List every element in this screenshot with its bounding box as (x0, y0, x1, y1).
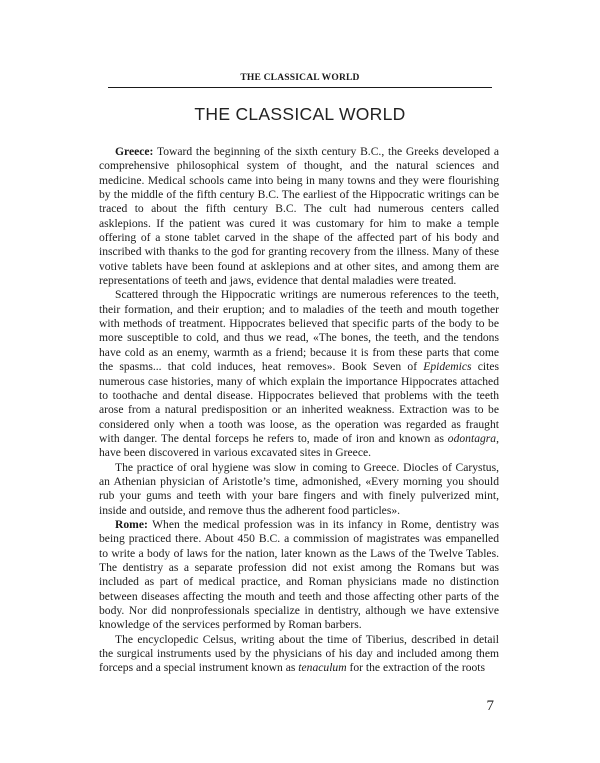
paragraph-text: Toward the beginning of the sixth century B.C., the Greeks developed a comprehensive philosophical system of thought, and the natural sciences and medicine. Medical schools came into being in many towns and they were flourishing by the middle of the fifth century B.C. The earliest of the Hippocratic writings can be traced to about the fifth century B.C. The cult had numerous centers called asklepions. If the patient was cured it was customary for him to make a temple offering of a stone tablet carved in the shape of the affected part of his body and inscribed with thanks to the god for granting recovery from the illness. Many of these votive tablets have been found at asklepions and at other sites, and among them are representations of teeth and jaws, evidence that dental maladies were treated. (99, 145, 499, 288)
header-rule (108, 87, 492, 88)
paragraph-text: for the extraction of the roots (346, 661, 486, 675)
section-lead-greece: Greece: (115, 145, 154, 158)
italic-term: Epidemics (423, 360, 472, 374)
paragraph-text: cites numerous case histories, many of which explain the importance Hippocrates attached to toothache and dental disease. Hippocrates believed that problems with the teeth arose from a natural predisposition or an inherited weakness. Extraction was to be considered only when a tooth was loose, as the operation was regarded as fraught with danger. The dental forceps he refers to, made of iron and known as (99, 360, 499, 445)
chapter-title: THE CLASSICAL WORLD (194, 104, 406, 124)
paragraph-greece (99, 145, 499, 288)
paragraph-text: When the medical profession was in its infancy in Rome, dentistry was being practiced there. About 450 B.C. a commission of magistrates was empanelled to write a body of laws for the nation, later known as the Laws of the Twelve Tables. The dentistry as a separate profession did not exist among the Romans but was included as part of medical practice, and Roman physicians made no distinction between diseases affecting the mouth and teeth and those affecting other parts of the body. Nor did nonprofessionals specialize in dentistry, although we have extensive knowledge of the services performed by Roman barbers. (99, 517, 499, 632)
italic-term: odontagra (447, 431, 497, 445)
paragraph-celsus (99, 633, 499, 676)
page-number: 7 (486, 698, 494, 714)
body-text (99, 145, 499, 676)
paragraph-text: The practice of oral hygiene was slow in coming to Greece. Diocles of Carystus, an Athenian physician of Aristotle’s time, admonished, «Every morning you should rub your gums and teeth with your bare fingers and with finely pulverized mint, inside and outside, and remove thus the adherent food particles». (99, 460, 499, 517)
paragraph-oral-hygiene (99, 461, 499, 518)
paragraph-hippocratic (99, 288, 499, 460)
paragraph-text: Scattered through the Hippocratic writings are numerous references to the teeth, their formation, and their eruption; and to maladies of the teeth and mouth together with methods of treatment. Hippocrates believed that specific parts of the body to be more susceptible to cold, and thus we read, «The bones, the teeth, and the tendons have cold as an enemy, warmth as a friend; because it is from these parts that come the spasms... that cold induces, heat removes». Book Seven of (99, 288, 499, 374)
paragraph-text: The encyclopedic Celsus, writing about the time of Tiberius, described in detail the surgical instruments used by the physicians of his day and included among them forceps and a special instrument known as (99, 632, 499, 675)
running-head: THE CLASSICAL WORLD (240, 73, 360, 83)
paragraph-rome (99, 518, 499, 633)
paragraph-text: , have been discovered in various excavated sites in Greece. (99, 431, 499, 460)
italic-term: tenaculum (298, 661, 347, 675)
section-lead-rome: Rome: (115, 517, 148, 531)
